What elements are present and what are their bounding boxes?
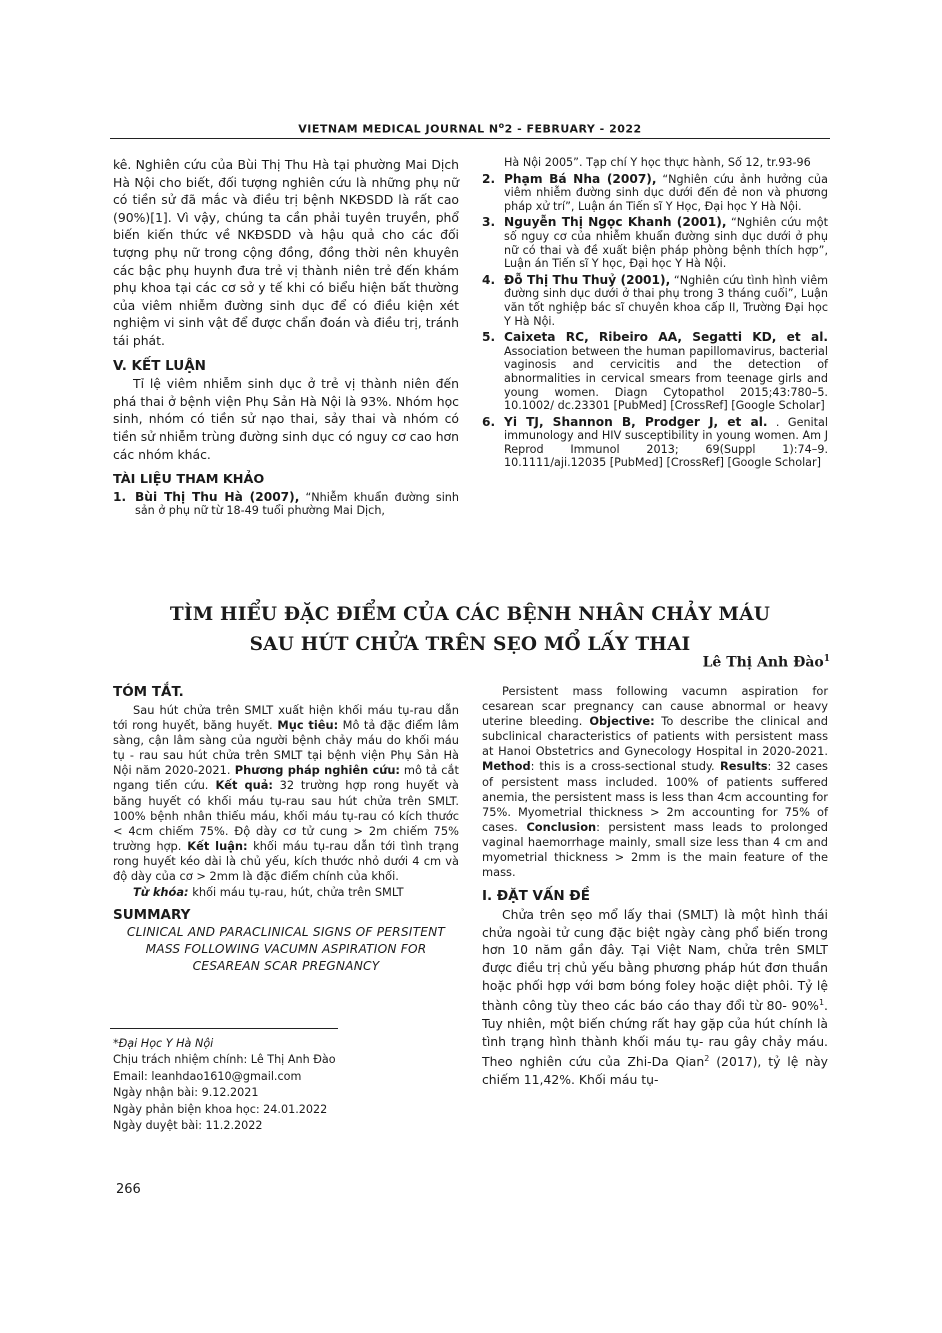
issue-sup: o xyxy=(498,121,505,130)
references-heading: TÀI LIỆU THAM KHẢO xyxy=(113,472,265,488)
abstract-vietnamese xyxy=(113,703,459,884)
footnotes xyxy=(113,1036,459,1134)
reference-number: 5. xyxy=(482,330,496,345)
introduction-heading: I. ĐẶT VẤN ĐỀ xyxy=(482,888,590,905)
introduction-paragraph xyxy=(482,906,828,1088)
intro-paragraph: kê. Nghiên cứu của Bùi Thị Thu Hà tại phường Mai Dịch Hà Nội cho biết, đối tượng nghiên cứu là những phụ nữ có tiền sử đã mắc và điều trị bệnh NKĐSDD là rất cao (90%)[1]. Vì vậy, chúng ta cần phải tuyên truyền, phổ biến kiến thức về NKĐSDD và hậu quả cho các đối tượng phụ nữ trong cộng đồng, đồng thời nên khuyên các bậc phụ huynh đưa trẻ vị thành niên trẻ đến khám phụ khoa tại các cơ sở y tế khi có biểu hiện bất thường của viêm nhiễm đường sinh dục để có điều kiện xét nghiệm vi sinh vật để được chẩn đoán và điều trị, tránh tái phát. xyxy=(113,157,459,348)
footnote-received: Ngày nhận bài: 9.12.2021 xyxy=(113,1086,259,1100)
header-rule xyxy=(110,138,830,139)
reference-5 xyxy=(482,331,828,413)
reference-number: 2. xyxy=(482,171,496,186)
intro-text-1: Chửa trên sẹo mổ lấy thai (SMLT) là một hình thái chửa ngoài tử cung đặc biệt ngày càng phổ biến trong hơn 10 năm gần đây. Tại Việt Nam, chửa trên SMLT được điều trị chủ yếu bằng phương pháp hút đơn thuần hoặc phối hợp với bơm bóng foley hoặc diệt phôi. Tỷ lệ thành công tùy theo các báo cáo thay đổi từ 80- 90% xyxy=(482,907,828,1014)
reference-number: 4. xyxy=(482,272,496,287)
english-results-label: Results xyxy=(714,759,768,774)
reference-text: Association between the human papillomavirus, bacterial vaginosis and cervicitis and the detection of abnormalities in cervical smears from teenage girls and young women. Diagn Cytopathol 2015;43:780–5. 10.1002/ dc.23301 [PubMed] [CrossRef] [Google Scholar] xyxy=(504,344,828,413)
running-header xyxy=(110,121,830,136)
objective-label: Mục tiêu: xyxy=(272,718,339,733)
right-column-references xyxy=(482,156,828,473)
title-line-1: TÌM HIỂU ĐẶC ĐIỂM CỦA CÁC BỆNH NHÂN CHẢY MÁU xyxy=(169,604,771,625)
footnote-reviewed: Ngày phản biện khoa học: 24.01.2022 xyxy=(113,1102,328,1116)
abstract-objective: Mô tả đặc điểm lâm sàng, cận lâm sàng của người bệnh chảy máu do khối máu tụ - rau sau hút chửa trên SMLT tại bệnh viện Phụ Sản Hà Nội năm 2020-2021. xyxy=(113,718,459,778)
left-column-abstract xyxy=(113,684,459,975)
reference-author: Bùi Thị Thu Hà (2007), xyxy=(135,489,300,504)
left-column-top xyxy=(113,156,459,521)
issue-date: 2 - FEBRUARY - 2022 xyxy=(504,122,642,136)
english-background: Persistent mass following vacumn aspiration for cesarean scar pregnancy can cause abnormal or heavy uterine bleeding. xyxy=(482,684,828,729)
abstract-heading: TÓM TẮT. xyxy=(113,684,184,700)
page-number: 266 xyxy=(116,1182,141,1197)
footnote-rule xyxy=(110,1028,338,1029)
abstract-method: mô tả cắt ngang tiến cứu. xyxy=(113,763,459,793)
author-affiliation-mark: 1 xyxy=(823,654,830,664)
article-title xyxy=(110,600,830,660)
reference-number: 1. xyxy=(113,489,127,504)
author-name: Lê Thị Anh Đào xyxy=(702,654,824,671)
footnote-accepted: Ngày duyệt bài: 11.2.2022 xyxy=(113,1119,263,1133)
reference-author: Caixeta RC, Ribeiro AA, Segatti KD, et al. xyxy=(504,330,828,345)
reference-4 xyxy=(482,274,828,328)
reference-author: Nguyễn Thị Ngọc Khanh (2001), xyxy=(504,215,727,230)
conclusion-label: Kết luận: xyxy=(181,838,248,853)
reference-text: “Nghiên cứu một số nguy cơ của nhiễm khuẩn đường sinh dục dưới ở phụ nữ có thai và đề xuất biện pháp phòng bệnh thích hợp”, Luận án Tiến sĩ Y học, Đại học Y Hà Nội. xyxy=(504,216,828,271)
reference-2 xyxy=(482,173,828,214)
footnote-email: Email: leanhdao1610@gmail.com xyxy=(113,1069,302,1083)
english-results: : 32 cases of persistent mass included. 100% of patients suffered anemia, the persistent mass is less than 4cm accounting for 75%. Myometrial thickness > 2m accounting for 75% of cases. xyxy=(482,759,828,834)
english-method-label: Method xyxy=(482,759,531,774)
reference-text: “Nhiễm khuẩn đường sinh sản ở phụ nữ từ 18-49 tuổi phường Mai Dịch, xyxy=(135,490,459,518)
keywords xyxy=(113,885,459,900)
english-conclusion-label: Conclusion xyxy=(517,819,597,834)
keywords-text: khối máu tụ-rau, hút, chửa trên SMLT xyxy=(188,885,404,900)
abstract-conclusion: khối máu tụ-rau dẫn tới tình trạng rong huyết kéo dài là chủ yếu, kích thước nhỏ dưới 4 cm và độ dày của cơ > 2mm là đặc điểm chính của khối. xyxy=(113,838,460,884)
conclusion-heading: V. KẾT LUẬN xyxy=(113,357,206,374)
title-line-2: SAU HÚT CHỬA TRÊN SẸO MỔ LẤY THAI xyxy=(249,634,691,655)
reference-1 xyxy=(113,491,459,518)
english-objective-label: Objective: xyxy=(582,714,655,729)
journal-name: VIETNAM MEDICAL JOURNAL N xyxy=(298,122,499,136)
reference-3 xyxy=(482,216,828,270)
summary-heading: SUMMARY xyxy=(113,907,191,924)
right-column-abstract xyxy=(482,684,828,1088)
abstract-results: 32 trường hợp rong huyết và băng huyết có khối máu tụ-rau sau hút chửa trên SMLT. 100% bệnh nhân thiếu máu, khối máu tụ-rau có kích thước < 4cm chiếm 75%. Độ dày cơ tử cung > 2m chiếm 75% trường hợp. xyxy=(113,778,459,853)
english-method: : this is a cross-sectional study. xyxy=(530,759,715,774)
citation-2: 2 xyxy=(704,1054,710,1064)
footnote-corresponding: Chịu trách nhiệm chính: Lê Thị Anh Đào xyxy=(113,1053,336,1067)
footnote-affiliation: *Đại Học Y Hà Nội xyxy=(113,1037,214,1050)
method-label: Phương pháp nghiên cứu: xyxy=(230,763,400,778)
reference-text: “Nghiên cứu ảnh hưởng của viêm nhiễm đường sinh dục dưới đến đẻ non và phương pháp xử trí”, Luận án Tiến sĩ Y Học, Đại học Y Hà Nội. xyxy=(504,172,828,213)
citation-1: 1 xyxy=(818,998,825,1008)
result-label: Kết quả: xyxy=(208,778,273,793)
reference-author: Phạm Bá Nha (2007), xyxy=(504,171,657,186)
reference-6 xyxy=(482,416,828,470)
conclusion-paragraph: Tỉ lệ viêm nhiễm sinh dục ở trẻ vị thành niên đến phá thai ở bệnh viện Phụ Sản Hà Nội là 93%. Nhóm học sinh, nhóm có tiền sử nạo thai, sảy thai và nhóm có tiền sử nhiễm trùng đường sinh dục có nguy cơ cao hơn các nhóm khác. xyxy=(113,376,459,462)
abstract-english xyxy=(482,684,828,880)
intro-text-2: . Tuy nhiên, một biến chứng rất hay gặp của hút chính là tình trạng hình thành khối máu tụ- rau gây chảy máu. Theo nghiên cứu của Zhi-Da Qian xyxy=(482,998,828,1070)
article-author xyxy=(703,654,830,671)
reference-text: . Genital immunology and HIV susceptibility in young women. Am J Reprod Immunol 2013; 69(Suppl 1):74–9. 10.1111/aji.12035 [PubMed] [CrossRef] [Google Scholar] xyxy=(504,415,828,470)
abstract-background: Sau hút chửa trên SMLT xuất hiện khối máu tụ-rau dẫn tới rong huyết, băng huyết. xyxy=(113,703,459,733)
reference-text: “Nghiên cứu tình hình viêm đường sinh dục dưới ở thai phụ trong 3 tháng cuối”, Luận văn tốt nghiệp bác sĩ chuyên khoa cấp II, Trường Đại học Y Hà Nội. xyxy=(504,273,828,328)
reference-author: Đỗ Thị Thu Thuỷ (2001), xyxy=(504,272,671,287)
summary-title: CLINICAL AND PARACLINICAL SIGNS OF PERSITENT MASS FOLLOWING VACUMN ASPIRATION FOR CESAREAN SCAR PREGNANCY xyxy=(126,925,446,974)
english-conclusion: : persistent mass leads to prolonged vaginal haemorrhage mainly, small size less than 4 cm and myometrial thickness > 2mm is the main feature of the mass. xyxy=(482,819,828,880)
intro-text-3: (2017), tỷ lệ này chiếm 11,42%. Khối máu tụ- xyxy=(482,1054,828,1087)
reference-1-continued: Hà Nội 2005”. Tạp chí Y học thực hành, Số 12, tr.93-96 xyxy=(504,156,811,169)
reference-number: 6. xyxy=(482,414,496,429)
reference-author: Yi TJ, Shannon B, Prodger J, et al. xyxy=(504,414,768,429)
reference-number: 3. xyxy=(482,215,496,230)
keywords-label: Từ khóa: xyxy=(133,885,189,900)
english-objective: To describe the clinical and subclinical characteristics of patients with persistent mass at Hanoi Obstetrics and Gynecology Hospital in 2020-2021. xyxy=(482,714,829,759)
